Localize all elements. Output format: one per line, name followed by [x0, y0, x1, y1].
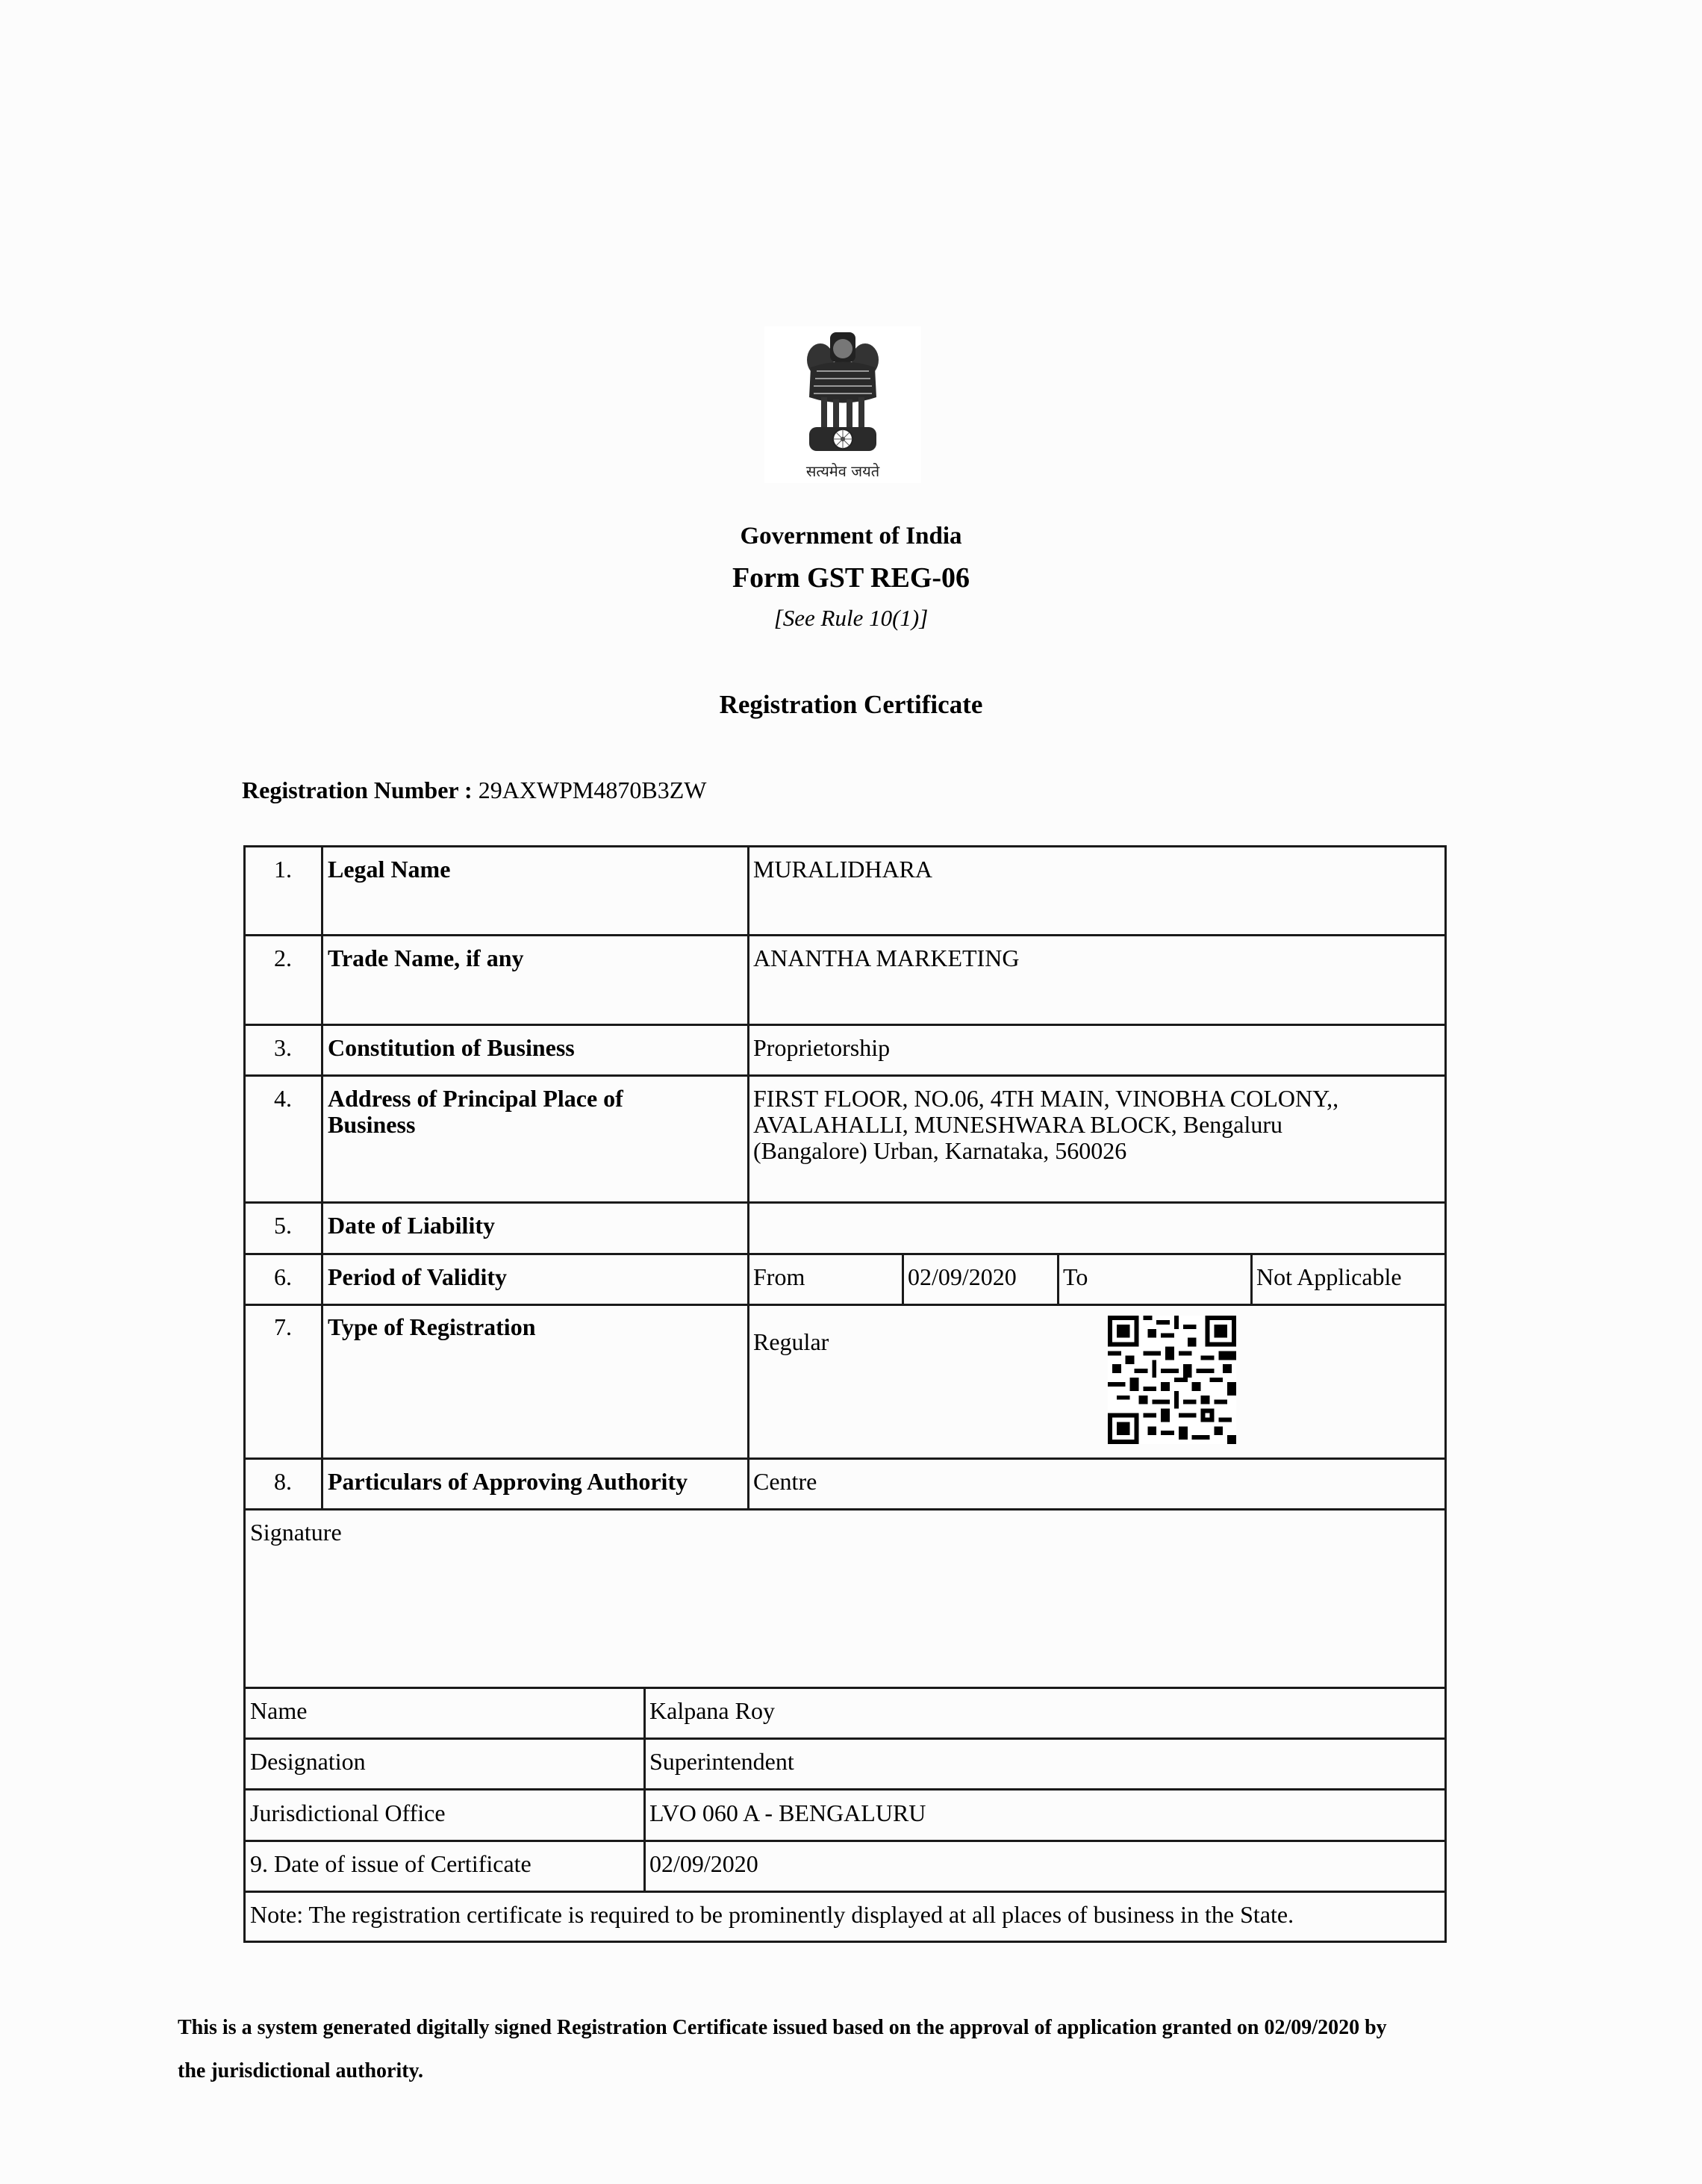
table-border — [244, 1253, 1447, 1255]
lion-capital-icon — [764, 326, 921, 461]
table-border — [244, 1508, 1447, 1511]
trade-name-value: ANANTHA MARKETING — [753, 945, 1020, 971]
name-label: Name — [250, 1697, 308, 1724]
approving-authority-label: Particulars of Approving Authority — [328, 1468, 688, 1495]
registration-number-label: Registration Number : — [242, 777, 473, 803]
table-border — [643, 1687, 646, 1892]
constitution-label: Constitution of Business — [328, 1034, 575, 1061]
table-border — [244, 1788, 1447, 1791]
jurisdictional-office-label: Jurisdictional Office — [250, 1799, 446, 1826]
validity-to-label: To — [1063, 1263, 1088, 1290]
approving-authority-value: Centre — [753, 1468, 817, 1495]
address-label-line: Business — [328, 1111, 416, 1138]
row-number: 1. — [274, 856, 292, 883]
footer-line: This is a system generated digitally signed Registration Certificate issued based on the approval of application granted on 02/09/2020 by — [178, 2016, 1387, 2039]
table-border — [244, 1840, 1447, 1842]
table-border — [1057, 1253, 1059, 1305]
address-line: (Bangalore) Urban, Karnataka, 560026 — [753, 1137, 1127, 1164]
table-border — [244, 1941, 1447, 1943]
address-value — [753, 1086, 1338, 1164]
table-border — [244, 1687, 1447, 1689]
national-emblem-icon — [764, 326, 921, 483]
type-of-registration-label: Type of Registration — [328, 1313, 536, 1340]
certificate-title: Registration Certificate — [719, 690, 983, 719]
form-title: Form GST REG-06 — [732, 562, 970, 594]
period-of-validity-label: Period of Validity — [328, 1263, 508, 1290]
jurisdictional-office-value: LVO 060 A - BENGALURU — [649, 1799, 926, 1826]
validity-to-value: Not Applicable — [1256, 1263, 1402, 1290]
table-border — [244, 1304, 1447, 1306]
registration-number-value: 29AXWPM4870B3ZW — [478, 777, 707, 803]
rule-reference: [See Rule 10(1)] — [773, 605, 929, 631]
table-border — [902, 1253, 904, 1305]
designation-value: Superintendent — [649, 1748, 794, 1775]
table-border — [1250, 1253, 1253, 1305]
table-border — [244, 845, 1447, 847]
row-number: 5. — [274, 1212, 292, 1239]
legal-name-label: Legal Name — [328, 856, 451, 883]
row-number: 6. — [274, 1263, 292, 1290]
constitution-value: Proprietorship — [753, 1034, 891, 1061]
table-border — [747, 845, 749, 1510]
date-of-issue-label: 9. Date of issue of Certificate — [250, 1850, 532, 1877]
row-number: 4. — [274, 1085, 292, 1112]
table-border — [244, 1891, 1447, 1893]
address-label-line: Address of Principal Place of — [328, 1085, 623, 1112]
government-heading: Government of India — [740, 523, 962, 550]
display-note: Note: The registration certificate is required to be prominently displayed at all places of business in the State. — [250, 1901, 1294, 1928]
system-generated-footer — [178, 2006, 1529, 2093]
legal-name-value: MURALIDHARA — [753, 856, 932, 883]
table-border — [244, 934, 1447, 936]
address-line: FIRST FLOOR, NO.06, 4TH MAIN, VINOBHA COLONY,, — [753, 1085, 1339, 1112]
table-border — [1444, 845, 1447, 1943]
row-number: 7. — [274, 1313, 292, 1340]
row-number: 8. — [274, 1468, 292, 1495]
qr-code-icon — [1108, 1316, 1236, 1444]
name-value: Kalpana Roy — [649, 1697, 775, 1724]
date-of-issue-value: 02/09/2020 — [649, 1850, 758, 1877]
row-number: 3. — [274, 1034, 292, 1061]
table-border — [244, 1737, 1447, 1740]
row-number: 2. — [274, 945, 292, 971]
validity-from-value: 02/09/2020 — [908, 1263, 1017, 1290]
registration-number — [242, 777, 706, 804]
table-border — [244, 1201, 1447, 1204]
type-of-registration-value: Regular — [753, 1328, 829, 1355]
table-border — [244, 1074, 1447, 1077]
address-label — [328, 1086, 623, 1138]
date-of-liability-label: Date of Liability — [328, 1212, 495, 1239]
table-border — [244, 1024, 1447, 1026]
trade-name-label: Trade Name, if any — [328, 945, 524, 971]
address-line: AVALAHALLI, MUNESHWARA BLOCK, Bengaluru — [753, 1111, 1283, 1138]
table-border — [243, 845, 246, 1943]
table-border — [244, 1457, 1447, 1460]
emblem-motto: सत्यमेव जयते — [805, 462, 880, 480]
validity-from-label: From — [753, 1263, 805, 1290]
designation-label: Designation — [250, 1748, 366, 1775]
footer-line: the jurisdictional authority. — [178, 2059, 424, 2082]
signature-label: Signature — [250, 1519, 342, 1546]
